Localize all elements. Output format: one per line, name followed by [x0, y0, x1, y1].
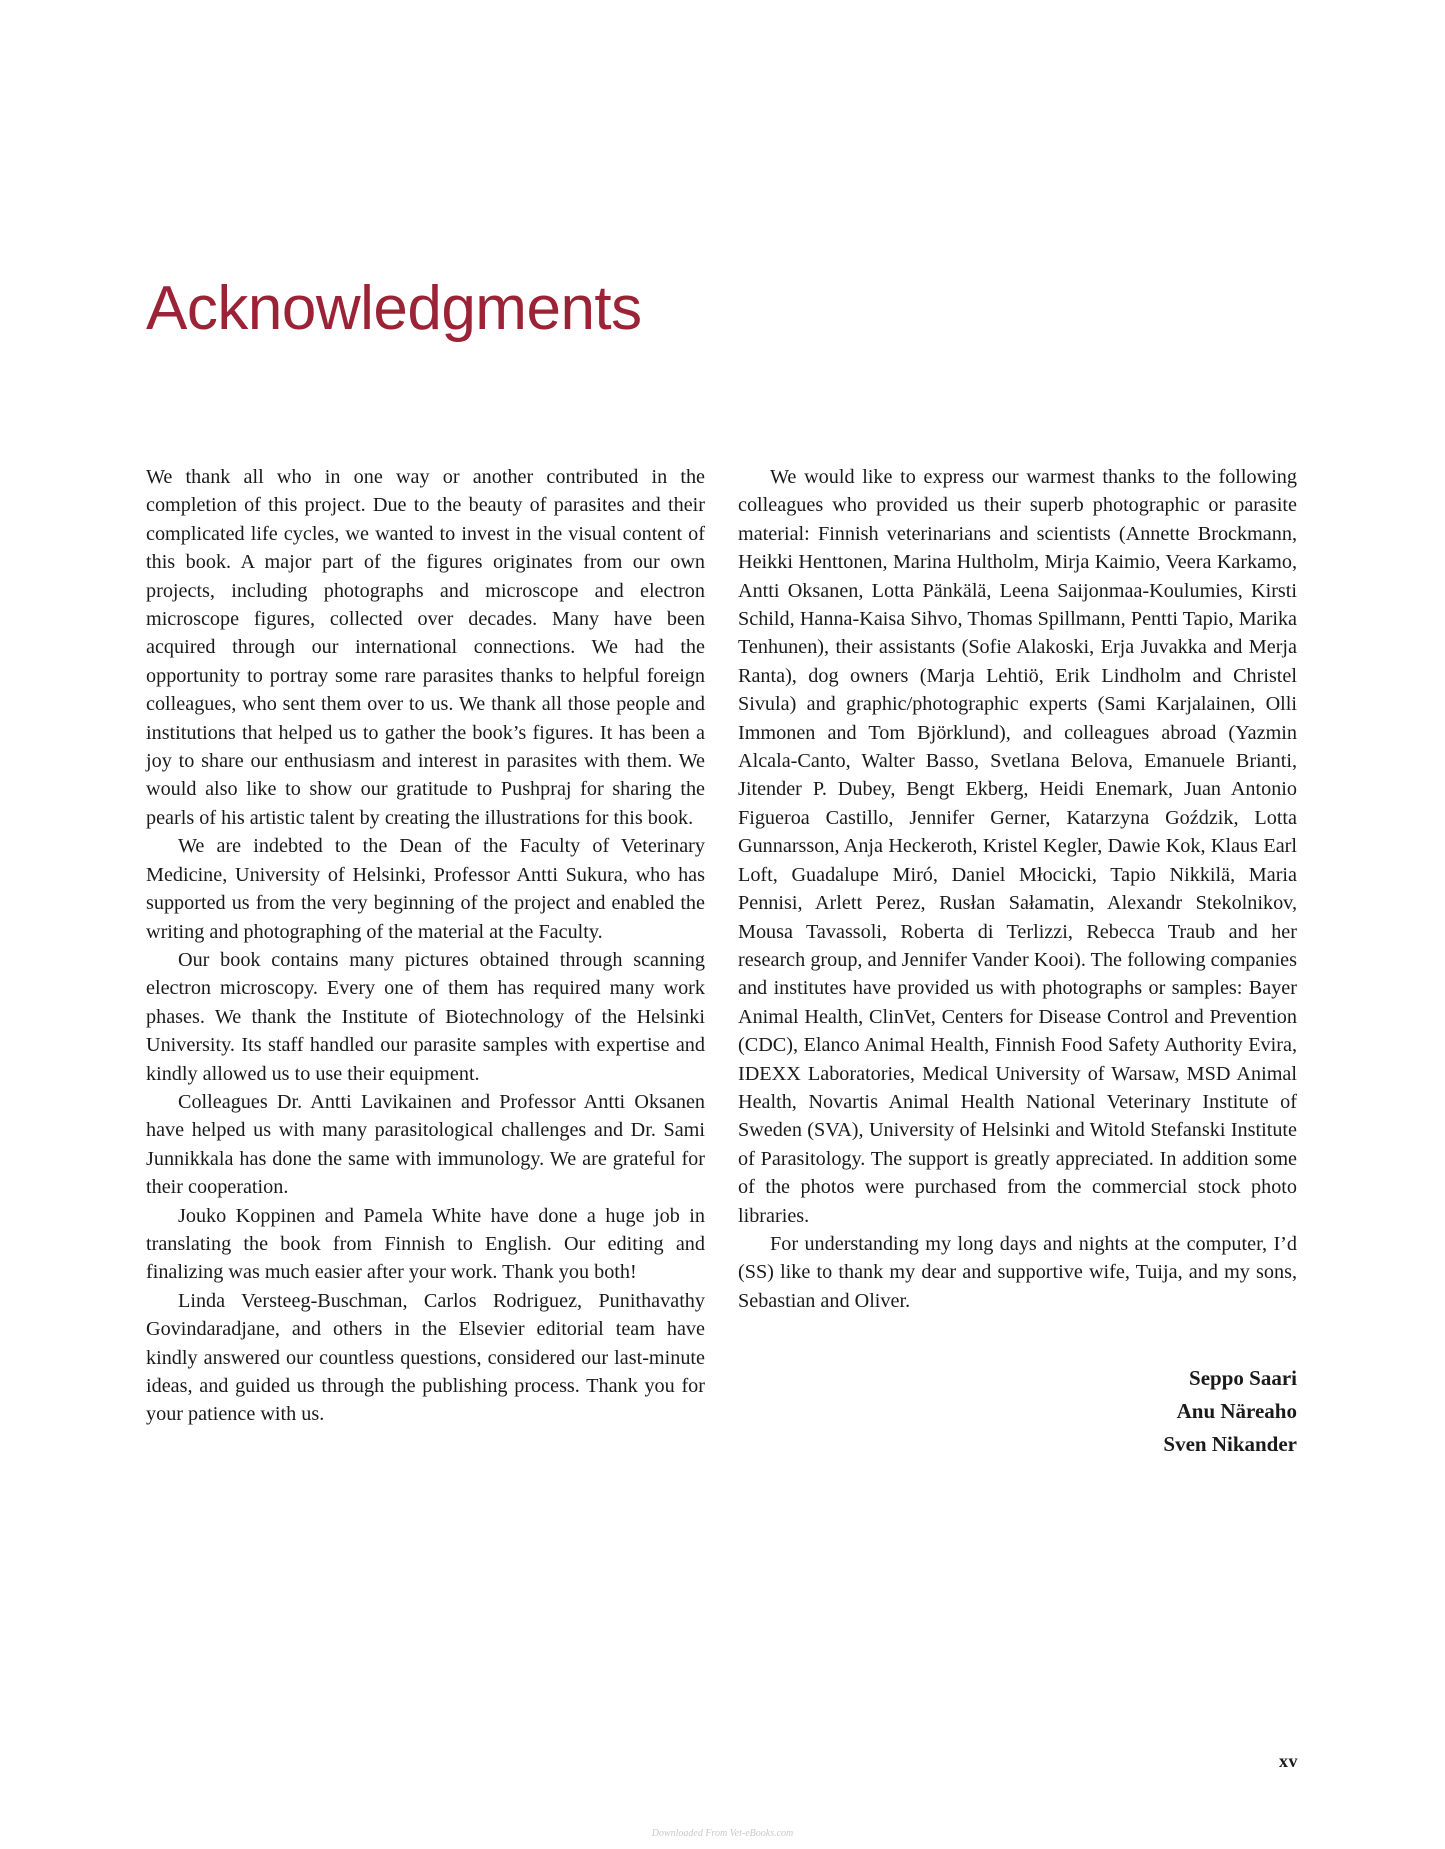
paragraph-colleagues: Colleagues Dr. Antti Lavikainen and Professor Antti Oksanen have helped us with many parasitological challenges and Dr. Sami Junnikkala has done the same with immunology. We are grateful for their cooperation. [146, 1090, 705, 1199]
paragraph-photo-contributors: We would like to express our warmest thanks to the following colleagues who provided us their superb photographic or parasite material: Finnish veterinarians and scientists (Annette Brockmann, Heikki Henttonen, Marina Hultholm, Mirja Kaimio, Veera Karkamo, Antti Oksanen, Lotta Pänkälä, Leena Saijonmaa-Koulumies, Kirsti Schild, Hanna-Kaisa Sihvo, Thomas Spillmann, Pentti Tapio, Marika Tenhunen), their assistants (Sofie Alakoski, Erja Juvakka and Merja Ranta), dog owners (Marja Lehtiö, Erik Lindholm and Christel Sivula) and graphic/photographic experts (Sami Karjalainen, Olli Immonen and Tom Björklund), and colleagues abroad (Yazmin Alcala-Canto, Walter Basso, Svetlana Belova, Emanuele Brianti, Jitender P. Dubey, Bengt Ekberg, Heidi Enemark, Juan Antonio Figueroa Castillo, Jennifer Gerner, Katarzyna Goździk, Lotta Gunnarsson, Anja Heckeroth, Kristel Kegler, Dawie Kok, Klaus Earl Loft, Guadalupe Miró, Daniel Młocicki, Tapio Nikkilä, Maria Pennisi, Arlett Perez, Rusłan Sałamatin, Alexandr Stekolnikov, Mousa Tavassoli, Roberta di Terlizzi, Rebecca Traub and her research group, and Jennifer Vander Kooi). The following companies and institutes have provided us with photographs or samples: Bayer Animal Health, ClinVet, Centers for Disease Control and Prevention (CDC), Elanco Animal Health, Finnish Food Safety Authority Evira, IDEXX Laboratories, Medical University of Warsaw, MSD Animal Health, Novartis Animal Health National Veterinary Institute of Sweden (SVA), University of Helsinki and Witold Stefanski Institute of Parasitology. The support is greatly appreciated. In addition some of the photos were purchased from the commercial stock photo libraries. [738, 466, 1297, 1227]
right-column [738, 463, 1297, 1461]
paragraph-contributors: We thank all who in one way or another contributed in the completion of this project. Due to the beauty of parasites and their complicated life cycles, we wanted to invest in the visual content of this book. A major part of the figures originates from our own projects, including photographs and microscope and electron microscope figures, collected over decades. Many have been acquired through our international connections. We had the opportunity to portray some rare parasites thanks to helpful foreign colleagues, who sent them over to us. We thank all those people and institutions that helped us to gather the book’s figures. It has been a joy to share our enthusiasm and interest in parasites with them. We would also like to show our gratitude to Pushpraj for sharing the pearls of his artistic talent by creating the illustrations for this book. [146, 466, 705, 829]
author-name: Anu Näreaho [1176, 1399, 1297, 1424]
left-column [146, 463, 705, 1429]
page-number: xv [1279, 1751, 1298, 1771]
paragraph-editorial-team: Linda Versteeg-Buschman, Carlos Rodriguez, Punithavathy Govindaradjane, and others in the Elsevier editorial team have kindly answered our countless questions, considered our last-minute ideas, and guided us through the publishing process. Thank you for your patience with us. [146, 1289, 705, 1426]
paragraph-family: For understanding my long days and nights at the computer, I’d (SS) like to thank my dear and supportive wife, Tuija, and my sons, Sebastian and Oliver. [738, 1232, 1297, 1312]
author-name: Sven Nikander [1163, 1432, 1297, 1457]
paragraph-electron-microscopy: Our book contains many pictures obtained through scanning electron microscopy. Every one of them has required many work phases. We thank the Institute of Biotechnology of the Helsinki University. Its staff handled our parasite samples with expertise and kindly allowed us to use their equipment. [146, 948, 705, 1085]
watermark-text: Downloaded From Vet-eBooks.com [651, 1828, 794, 1839]
paragraph-translators: Jouko Koppinen and Pamela White have done a huge job in translating the book from Finnish to English. Our editing and finalizing was much easier after your work. Thank you both! [146, 1204, 705, 1284]
author-signatures [738, 1362, 1297, 1461]
paragraph-dean: We are indebted to the Dean of the Faculty of Veterinary Medicine, University of Helsinki, Professor Antti Sukura, who has supported us from the very beginning of the project and enabled the writing and photographing of the material at the Faculty. [146, 835, 705, 943]
page-title: Acknowledgments [146, 274, 642, 343]
author-name: Seppo Saari [1189, 1366, 1297, 1391]
